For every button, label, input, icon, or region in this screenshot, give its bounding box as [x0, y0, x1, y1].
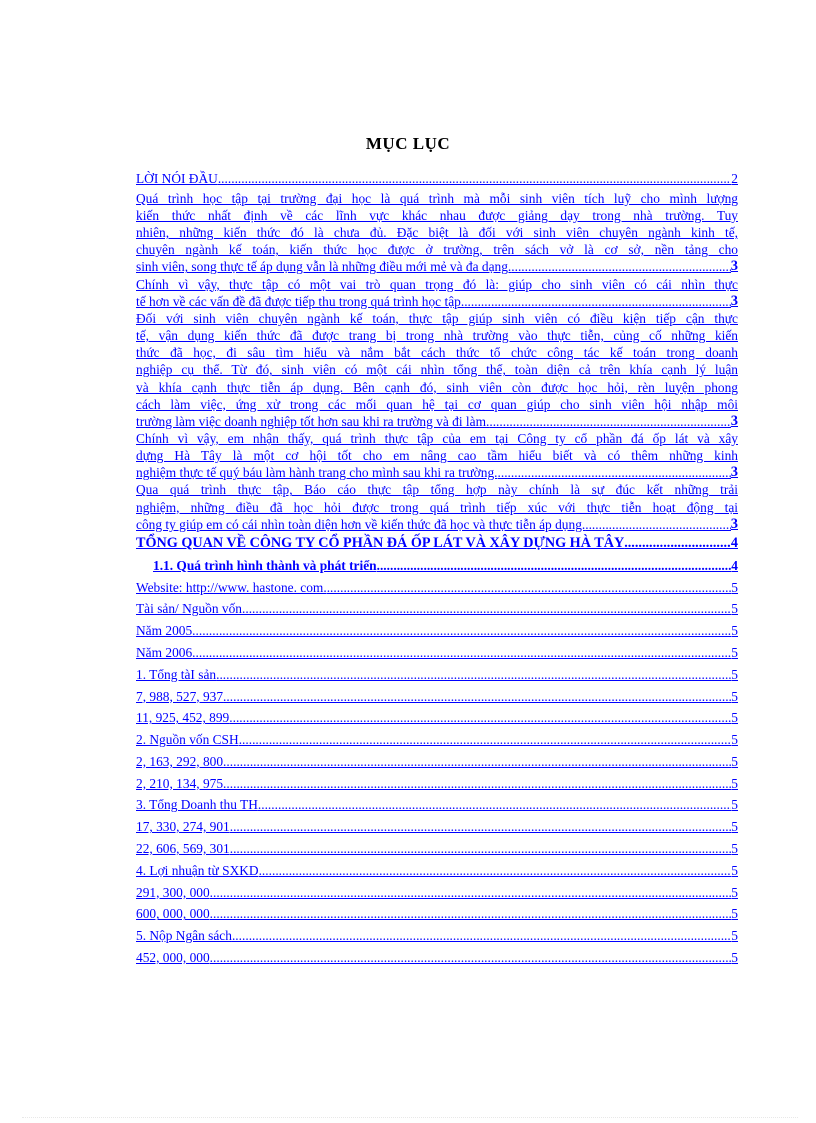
- toc-entry[interactable]: [136, 925, 738, 947]
- paragraph-line: dựng Hà Tây là một cơ hội tốt cho em nâng cao tầm hiểu biết và có thêm những kinh: [136, 448, 738, 464]
- toc-entry[interactable]: [136, 620, 738, 642]
- paragraph-line: công ty giúp em có cái nhìn toàn diện hơn về kiến thức đã học và thực tiễn áp dụng.: [136, 516, 586, 532]
- toc-entry-text: 2, 210, 134, 975: [136, 775, 224, 791]
- toc-entry-page: 5: [731, 950, 738, 966]
- paragraph-last-line: [136, 293, 738, 310]
- toc-entry-page: 5: [731, 644, 738, 660]
- paragraph-line: sinh viên, song thực tế áp dụng vẫn là những điều mới mẻ và đa dạng.: [136, 259, 512, 275]
- paragraph-last-line: [136, 516, 738, 533]
- leader-dots: [239, 729, 732, 751]
- toc-entry[interactable]: [136, 642, 738, 664]
- toc-entry[interactable]: [136, 816, 738, 838]
- toc-paragraph-1[interactable]: [136, 190, 738, 276]
- paragraph-line: Chính vì vậy, em nhận thấy, quá trình thực tập của em tại Công ty cổ phần đá ốp lát và xây: [136, 430, 738, 446]
- toc-entry[interactable]: [136, 577, 738, 599]
- leader-dots: [232, 925, 731, 947]
- toc-entry-page: 5: [731, 623, 738, 639]
- leader-dots: [585, 516, 731, 533]
- toc-entry-chapter-1[interactable]: [136, 533, 738, 555]
- toc-entry-page: 5: [731, 797, 738, 813]
- toc-paragraph-2[interactable]: [136, 276, 738, 310]
- toc-paragraph-5[interactable]: [136, 481, 738, 532]
- toc-entry[interactable]: [136, 860, 738, 882]
- leader-dots: [218, 168, 731, 190]
- toc-entry-page: 5: [731, 928, 738, 944]
- toc-entry[interactable]: [136, 729, 738, 751]
- toc-entry-text: 22, 606, 569, 301: [136, 841, 230, 857]
- toc-entry-text: 3. Tổng Doanh thu TH: [136, 797, 258, 813]
- toc-entry-page: 5: [731, 753, 738, 769]
- toc-entry-text: 1.1. Quá trình hình thành và phát triển: [153, 557, 377, 573]
- leader-dots: [258, 794, 731, 816]
- leader-dots: [259, 860, 732, 882]
- leader-dots: [327, 577, 732, 599]
- paragraph-line: thức đã học, đi sâu tìm hiểu và nắm bắt cách thức tổ chức công tác kế toán trong doanh: [136, 345, 738, 361]
- leader-dots: [464, 293, 731, 310]
- leader-dots: [498, 464, 731, 481]
- toc-entry-page: 3: [730, 292, 738, 309]
- toc-entry-section-1-1[interactable]: [136, 555, 738, 577]
- toc-entry-page: 5: [731, 579, 738, 595]
- toc-paragraph-4[interactable]: [136, 430, 738, 481]
- toc-entry-page: 5: [731, 841, 738, 857]
- paragraph-line: chuyên ngành kế toán, kiến thức học được ở trường, trên sách vở là cơ sở, nền tảng cho: [136, 242, 738, 258]
- toc-entry-page: 5: [731, 710, 738, 726]
- toc-entry-text: 17, 330, 274, 901: [136, 819, 230, 835]
- page-bottom-divider: [22, 1117, 798, 1118]
- toc-entry-text: 1. Tổng tàI sản: [136, 666, 217, 682]
- leader-dots: [223, 773, 731, 795]
- toc-entry-text: Năm 2006: [136, 644, 193, 660]
- toc-entry-page: 5: [731, 732, 738, 748]
- leader-dots: [230, 816, 732, 838]
- toc-entry[interactable]: [136, 794, 738, 816]
- leader-dots: [624, 533, 731, 555]
- toc-entry[interactable]: [136, 882, 738, 904]
- toc-entry[interactable]: [136, 598, 738, 620]
- toc-entry-page: 5: [731, 884, 738, 900]
- paragraph-line: và khía cạnh thực tiễn áp dụng. Bên cạnh đó, sinh viên còn được học hỏi, rèn luyện phong: [136, 379, 738, 395]
- leader-dots: [210, 882, 732, 904]
- toc-entry-text: LỜI NÓI ĐẦU: [136, 171, 218, 186]
- toc-entry-page: 5: [731, 862, 738, 878]
- table-of-contents: [136, 168, 738, 969]
- toc-entry-page: 5: [731, 666, 738, 682]
- paragraph-line: nghiệp cụ thể. Từ đó, sinh viên có một cái nhìn tổng thể, toàn diện cả trên khía cạnh lý luận: [136, 362, 738, 378]
- leader-dots: [229, 707, 731, 729]
- toc-entry-page: 4: [731, 557, 738, 573]
- toc-entry-page: 3: [730, 515, 738, 532]
- toc-entry[interactable]: [136, 773, 738, 795]
- toc-entry-page: 5: [731, 601, 738, 617]
- paragraph-line: Chính vì vậy, thực tập có một vai trò quan trọng đó là: giúp cho sinh viên có cái nhìn thực: [136, 276, 738, 292]
- toc-entry[interactable]: [136, 707, 738, 729]
- toc-entry-text: 452, 000, 000: [136, 950, 210, 966]
- leader-dots: [192, 620, 731, 642]
- toc-entry[interactable]: [136, 664, 738, 686]
- paragraph-line: Quá trình học tập tại trường đại học là quá trình mà mỗi sinh viên tích luỹ cho mình lượng: [136, 190, 738, 206]
- paragraph-line: cách làm việc, ứng xử trong các mối quan hệ tại cơ quan giúp cho sinh viên hội nhập môi: [136, 396, 738, 412]
- toc-entry-page: 5: [731, 906, 738, 922]
- toc-entry-text: 4. Lợi nhuận từ SXKD: [136, 862, 259, 878]
- paragraph-last-line: [136, 258, 738, 275]
- leader-dots: [223, 686, 731, 708]
- toc-entry-page: 5: [731, 819, 738, 835]
- toc-entry-intro[interactable]: [136, 168, 738, 190]
- toc-entry-page: 3: [730, 464, 738, 481]
- toc-entry-text: 5. Nộp Ngân sách: [136, 928, 232, 944]
- leader-dots: [377, 555, 732, 577]
- leader-dots: [210, 947, 732, 969]
- toc-entry-text: Tài sản/ Nguồn vốn: [136, 601, 242, 617]
- toc-entry[interactable]: [136, 686, 738, 708]
- toc-title: MỤC LỤC: [365, 134, 451, 153]
- toc-entry[interactable]: [136, 838, 738, 860]
- toc-entry-text: Website: http://www. hastone. com.: [136, 579, 327, 595]
- toc-entry-page: 3: [730, 412, 738, 429]
- leader-dots: [223, 751, 731, 773]
- paragraph-line: Đối với sinh viên chuyên ngành kế toán, thực tập giúp sinh viên có điều kiện tiếp cận thực: [136, 310, 738, 326]
- toc-entry-text: 7, 988, 527, 937: [136, 688, 224, 704]
- paragraph-line: nghiệm, những điều đã học hỏi được trong quá trình tiếp xúc với thực tiễn hoạt động tại: [136, 499, 738, 515]
- toc-entry-text: 2. Nguồn vốn CSH: [136, 732, 239, 748]
- toc-entry-text: Năm 2005: [136, 623, 193, 639]
- paragraph-line: tế hơn về các vấn đề đã được tiếp thu trong quá trình học tập.: [136, 293, 465, 309]
- leader-dots: [216, 664, 731, 686]
- paragraph-line: trường làm việc doanh nghiệp tốt hơn sau khi ra trường và đi làm.: [136, 413, 490, 429]
- paragraph-last-line: [136, 464, 738, 481]
- toc-entry[interactable]: [136, 903, 738, 925]
- toc-entry-page: 4: [730, 534, 738, 551]
- leader-dots: [230, 838, 732, 860]
- paragraph-line: Qua quá trình thực tập, Báo cáo thực tập tổng hợp này chính là sự đúc kết những trải: [136, 482, 738, 498]
- toc-entry[interactable]: [136, 947, 738, 969]
- toc-entry-text: 2, 163, 292, 800: [136, 753, 224, 769]
- toc-entry-text: 600, 000, 000: [136, 906, 210, 922]
- toc-entry-page: 5: [731, 775, 738, 791]
- toc-entry-page: 3: [730, 258, 738, 275]
- toc-entry-text: 291, 300, 000: [136, 884, 210, 900]
- leader-dots: [210, 903, 732, 925]
- toc-entry-page: 2: [731, 171, 738, 186]
- leader-dots: [511, 258, 730, 275]
- paragraph-line: tế, vận dụng kiến thức đã được trang bị trong nhà trường vào thực tiễn, củng cố những kiến: [136, 328, 738, 344]
- leader-dots: [192, 642, 731, 664]
- toc-entry-text: 11, 925, 452, 899: [136, 710, 230, 726]
- paragraph-line: nghiệm thực tế quý báu làm hành trang cho mình sau khi ra trường.: [136, 465, 498, 481]
- paragraph-last-line: [136, 413, 738, 430]
- toc-paragraph-3[interactable]: [136, 310, 738, 430]
- toc-entry[interactable]: [136, 751, 738, 773]
- paragraph-line: nhiên, những kiến thức đó là chưa đủ. Đặc biệt là đối với sinh viên chuyên ngành kinh tế,: [136, 225, 738, 241]
- toc-entry-page: 5: [731, 688, 738, 704]
- leader-dots: [242, 598, 731, 620]
- leader-dots: [489, 413, 730, 430]
- toc-entry-text: TỔNG QUAN VỀ CÔNG TY CỔ PHẦN ĐÁ ỐP LÁT VÀ XÂY DỰNG HÀ TÂY: [136, 534, 625, 551]
- paragraph-line: kiến thức nhất định về các lĩnh vực khác nhau được giảng dạy trong nhà trường. Tuy: [136, 207, 738, 223]
